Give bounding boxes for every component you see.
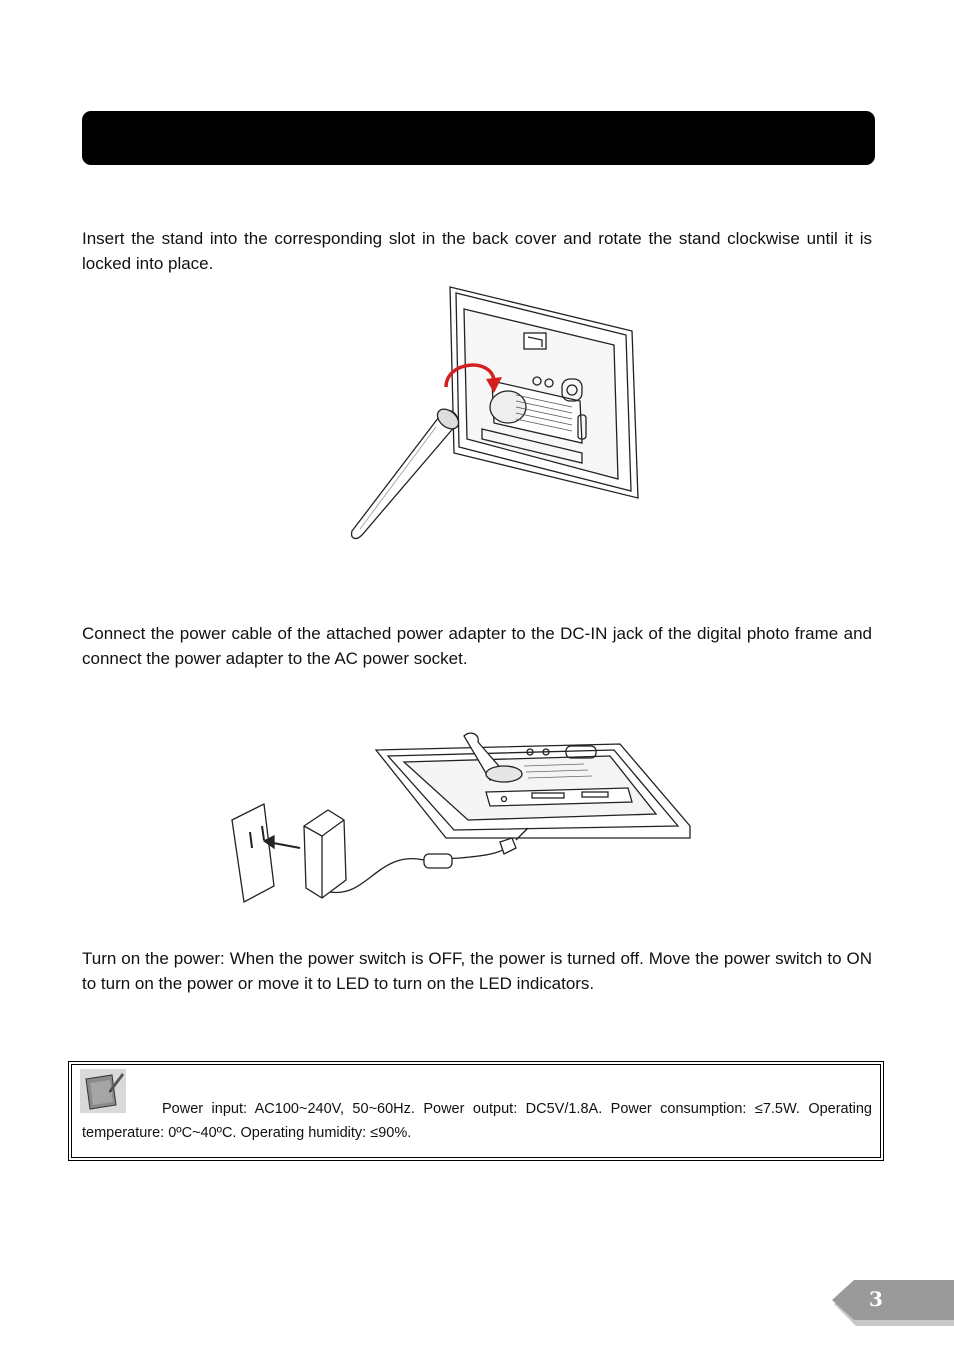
page-number-tab — [830, 1280, 954, 1328]
page-number: 3 — [869, 1287, 883, 1311]
specification-note: Power input: AC100~240V, 50~60Hz. Power output: DC5V/1.8A. Power consumption: ≤7.5W. Operating temperature: 0ºC~40ºC. Operating humidity: ≤90%. — [82, 1101, 872, 1141]
stand-installation-illustration — [332, 283, 644, 545]
note-box — [71, 1064, 881, 1158]
stand-instruction: Insert the stand into the corresponding slot in the back cover and rotate the stand clockwise until it is locked into place. — [82, 229, 872, 273]
power-connection-instruction: Connect the power cable of the attached power adapter to the DC-IN jack of the digital photo frame and connect the power adapter to the AC power socket. — [82, 624, 872, 668]
section-header-bar — [82, 111, 875, 165]
power-adapter-illustration — [228, 730, 696, 905]
power-switch-instruction: Turn on the power: When the power switch is OFF, the power is turned off. Move the power switch to ON to turn on the power or move it to LED to turn on the LED indicators. — [82, 949, 872, 993]
